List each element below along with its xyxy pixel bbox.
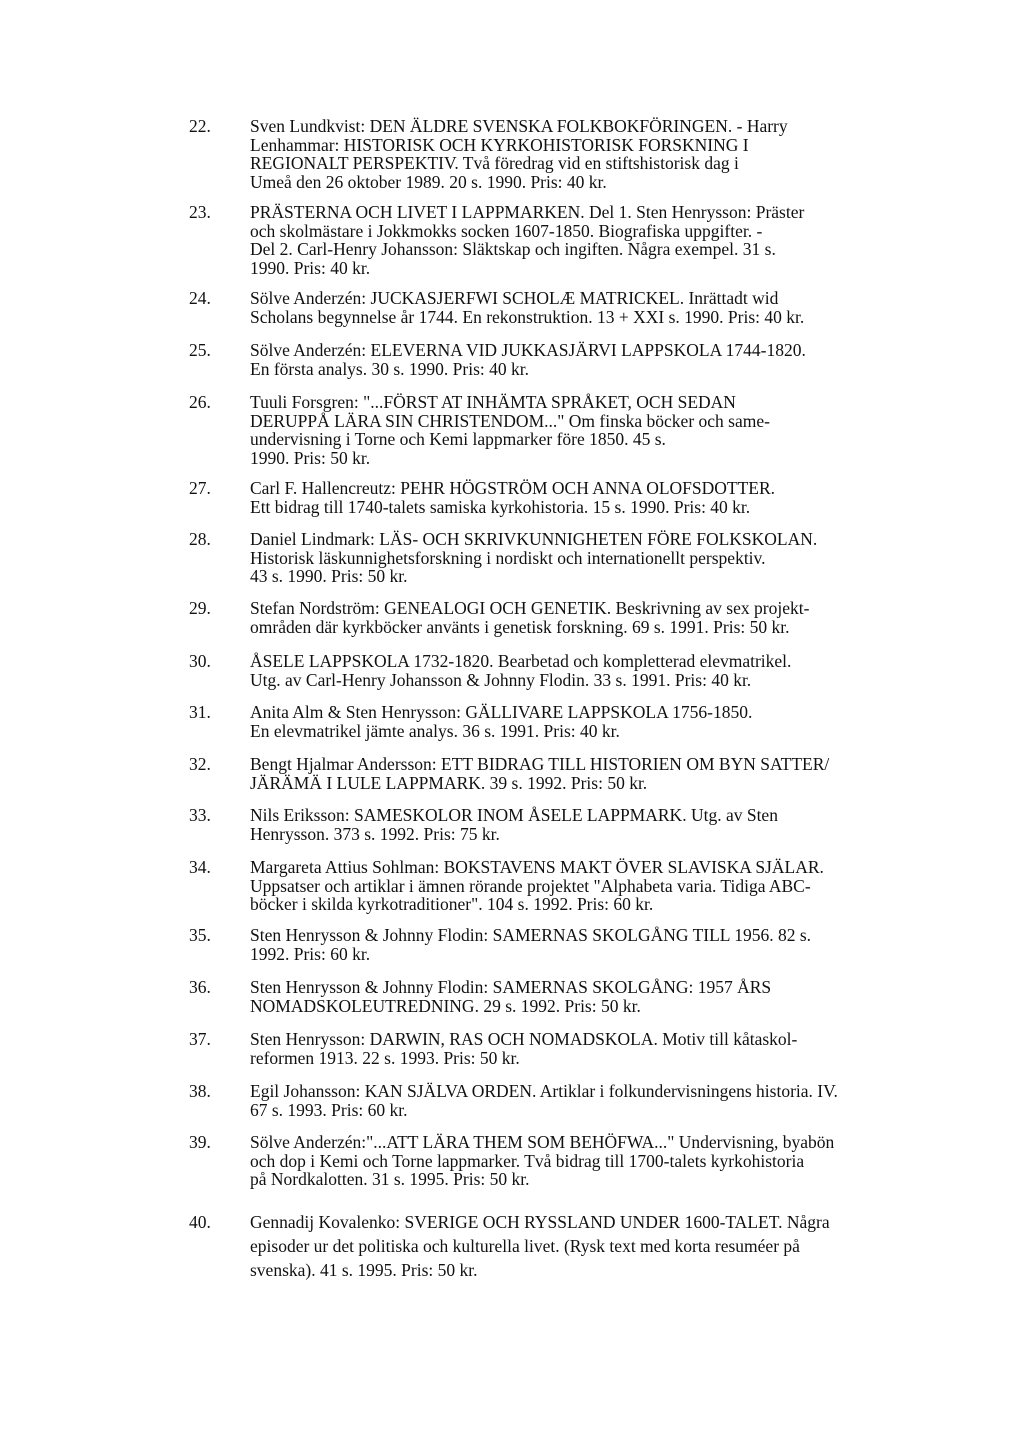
entry-line: Nils Eriksson: SAMESKOLOR INOM ÅSELE LAPPMARK. Utg. av Sten (250, 805, 778, 825)
entry-line: svenska). 41 s. 1995. Pris: 50 kr. (250, 1260, 478, 1280)
entry-text (250, 755, 950, 792)
entry-text (250, 1082, 950, 1119)
entry-number: 24. (189, 288, 211, 308)
entry-line: Henrysson. 373 s. 1992. Pris: 75 kr. (250, 823, 500, 844)
entry-line: DERUPPÅ LÄRA SIN CHRISTENDOM..." Om finska böcker och same- (250, 410, 770, 431)
entry-line: 67 s. 1993. Pris: 60 kr. (250, 1099, 408, 1120)
entry-line: En första analys. 30 s. 1990. Pris: 40 kr. (250, 358, 530, 379)
entry-number: 28. (189, 529, 211, 549)
entry-line: REGIONALT PERSPEKTIV. Två föredrag vid en stiftshistorisk dag i (250, 153, 739, 174)
entry-line: 1990. Pris: 50 kr. (250, 447, 371, 468)
entry-text (250, 1210, 950, 1282)
entry-text (250, 1133, 950, 1189)
entry-line: böcker i skilda kyrkotraditioner". 104 s. 1992. Pris: 60 kr. (250, 894, 654, 915)
entry-line: Carl F. Hallencreutz: PEHR HÖGSTRÖM OCH ANNA OLOFSDOTTER. (250, 478, 776, 498)
entry-text (250, 530, 950, 586)
entry-line: Umeå den 26 oktober 1989. 20 s. 1990. Pris: 40 kr. (250, 171, 607, 192)
entry-line: JÄRÄMÄ I LULE LAPPMARK. 39 s. 1992. Pris: 50 kr. (250, 772, 648, 793)
entry-text (250, 806, 950, 843)
entry-line: undervisning i Torne och Kemi lappmarker före 1850. 45 s. (250, 429, 666, 450)
entry-number: 38. (189, 1081, 211, 1101)
entry-text (250, 978, 950, 1015)
entry-line: Anita Alm & Sten Henrysson: GÄLLIVARE LAPPSKOLA 1756-1850. (250, 702, 753, 722)
entry-line: Sten Henrysson & Johnny Flodin: SAMERNAS SKOLGÅNG: 1957 ÅRS (250, 977, 772, 997)
entry-text (250, 858, 950, 914)
entry-number: 27. (189, 478, 211, 498)
entry-line: episoder ur det politiska och kulturella livet. (Rysk text med korta resuméer på (250, 1236, 800, 1256)
entry-number: 22. (189, 116, 211, 136)
entry-line: Sten Henrysson & Johnny Flodin: SAMERNAS SKOLGÅNG TILL 1956. 82 s. (250, 925, 811, 945)
entry-text (250, 926, 950, 963)
entry-line: En elevmatrikel jämte analys. 36 s. 1991. Pris: 40 kr. (250, 720, 620, 741)
entry-line: och skolmästare i Jokkmokks socken 1607-1850. Biografiska uppgifter. - (250, 220, 763, 241)
entry-number: 33. (189, 805, 211, 825)
entry-number: 40. (189, 1212, 211, 1232)
entry-text (250, 203, 950, 277)
entry-line: Uppsatser och artiklar i ämnen rörande projektet "Alphabeta varia. Tidiga ABC- (250, 875, 811, 896)
entry-number: 36. (189, 977, 211, 997)
entry-line: ÅSELE LAPPSKOLA 1732-1820. Bearbetad och kompletterad elevmatrikel. (250, 651, 792, 671)
entry-number: 29. (189, 598, 211, 618)
entry-line: 43 s. 1990. Pris: 50 kr. (250, 566, 408, 587)
entry-line: Sven Lundkvist: DEN ÄLDRE SVENSKA FOLKBOKFÖRINGEN. - Harry (250, 116, 788, 136)
entry-number: 37. (189, 1029, 211, 1049)
entry-line: NOMADSKOLEUTREDNING. 29 s. 1992. Pris: 50 kr. (250, 995, 641, 1016)
entry-number: 26. (189, 392, 211, 412)
entry-line: Sölve Anderzén: ELEVERNA VID JUKKASJÄRVI LAPPSKOLA 1744-1820. (250, 340, 806, 360)
entry-text (250, 117, 950, 191)
entry-line: 1990. Pris: 40 kr. (250, 257, 371, 278)
entry-number: 34. (189, 857, 211, 877)
entry-number: 39. (189, 1132, 211, 1152)
entry-number: 32. (189, 754, 211, 774)
entry-number: 30. (189, 651, 211, 671)
entry-line: Tuuli Forsgren: "...FÖRST AT INHÄMTA SPRÅKET, OCH SEDAN (250, 392, 736, 412)
entry-number: 31. (189, 702, 211, 722)
entry-line: Stefan Nordström: GENEALOGI OCH GENETIK. Beskrivning av sex projekt- (250, 598, 810, 618)
entry-line: områden där kyrkböcker använts i genetisk forskning. 69 s. 1991. Pris: 50 kr. (250, 616, 790, 637)
entry-line: Sten Henrysson: DARWIN, RAS OCH NOMADSKOLA. Motiv till kåtaskol- (250, 1029, 798, 1049)
entry-line: Gennadij Kovalenko: SVERIGE OCH RYSSLAND UNDER 1600-TALET. Några (250, 1212, 830, 1232)
entry-line: Sölve Anderzén:"...ATT LÄRA THEM SOM BEHÖFWA..." Undervisning, byabön (250, 1132, 835, 1152)
entry-line: Sölve Anderzén: JUCKASJERFWI SCHOLÆ MATRICKEL. Inrättadt wid (250, 288, 779, 308)
entry-text (250, 599, 950, 636)
entry-line: Egil Johansson: KAN SJÄLVA ORDEN. Artiklar i folkundervisningens historia. IV. (250, 1081, 838, 1101)
entry-line: Historisk läskunnighetsforskning i nordiskt och internationellt perspektiv. (250, 547, 766, 568)
entry-text (250, 289, 950, 326)
entry-line: PRÄSTERNA OCH LIVET I LAPPMARKEN. Del 1. Sten Henrysson: Präster (250, 202, 805, 222)
entry-line: Utg. av Carl-Henry Johansson & Johnny Flodin. 33 s. 1991. Pris: 40 kr. (250, 669, 752, 690)
entry-number: 23. (189, 202, 211, 222)
entry-line: Del 2. Carl-Henry Johansson: Släktskap och ingiften. Några exempel. 31 s. (250, 239, 776, 260)
entry-line: Margareta Attius Sohlman: BOKSTAVENS MAKT ÖVER SLAVISKA SJÄLAR. (250, 857, 824, 877)
entry-number: 25. (189, 340, 211, 360)
entry-text (250, 652, 950, 689)
entry-text (250, 703, 950, 740)
entry-line: Ett bidrag till 1740-talets samiska kyrkohistoria. 15 s. 1990. Pris: 40 kr. (250, 496, 751, 517)
entry-text (250, 393, 950, 467)
entry-line: på Nordkalotten. 31 s. 1995. Pris: 50 kr. (250, 1169, 530, 1190)
entry-line: och dop i Kemi och Torne lappmarker. Två bidrag till 1700-talets kyrkohistoria (250, 1150, 805, 1171)
entry-line: 1992. Pris: 60 kr. (250, 943, 371, 964)
entry-text (250, 341, 950, 378)
entry-line: Daniel Lindmark: LÄS- OCH SKRIVKUNNIGHETEN FÖRE FOLKSKOLAN. (250, 529, 818, 549)
entry-line: reformen 1913. 22 s. 1993. Pris: 50 kr. (250, 1047, 520, 1068)
entry-number: 35. (189, 925, 211, 945)
entry-line: Lenhammar: HISTORISK OCH KYRKOHISTORISK FORSKNING I (250, 134, 749, 155)
entry-text (250, 1030, 950, 1067)
entry-text (250, 479, 950, 516)
entry-line: Scholans begynnelse år 1744. En rekonstruktion. 13 + XXI s. 1990. Pris: 40 kr. (250, 306, 805, 327)
entry-line: Bengt Hjalmar Andersson: ETT BIDRAG TILL HISTORIEN OM BYN SATTER/ (250, 754, 830, 774)
